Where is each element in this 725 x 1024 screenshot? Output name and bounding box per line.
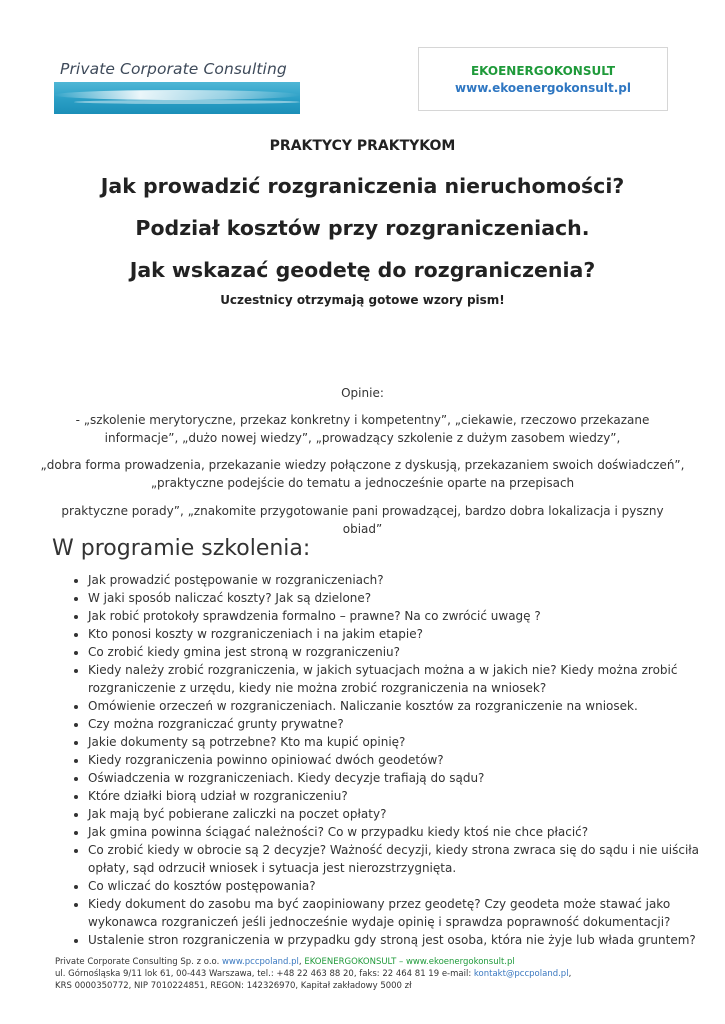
partner-url-link[interactable]: www.ekoenergokonsult.pl — [455, 81, 631, 95]
subheading: Uczestnicy otrzymają gotowe wzory pism! — [220, 293, 505, 307]
program-title: W programie szkolenia: — [52, 536, 311, 561]
footer — [55, 956, 695, 992]
program-item: • Co zrobić kiedy gmina jest stroną w rozgraniczeniu? — [88, 643, 708, 661]
program-item: • Kiedy rozgraniczenia powinno opiniować dwóch geodetów? — [88, 751, 708, 769]
program-item: • Jak robić protokoły sprawdzenia formalno – prawne? Na co zwrócić uwagę ? — [88, 607, 708, 625]
program-item: • Jak gmina powinna ściągać należności? Co w przypadku kiedy ktoś nie chce płacić? — [88, 823, 708, 841]
opinion-line: „praktyczne podejście do tematu a jednocześnie oparte na przepisach — [150, 476, 575, 490]
footer-partner[interactable]: EKOENERGOKONSULT – www.ekoenergokonsult.pl — [304, 957, 515, 967]
partner-box — [418, 47, 668, 111]
headline-3: Jak wskazać geodetę do rozgraniczenia? — [129, 258, 596, 282]
program-item: • Jak prowadzić postępowanie w rozgraniczeniach? — [88, 571, 708, 589]
footer-registry: KRS 0000350772, NIP 7010224851, REGON: 142326970, Kapitał zakładowy 5000 zł — [55, 981, 412, 991]
program-item: • Jak mają być pobierane zaliczki na poczet opłaty? — [88, 805, 708, 823]
footer-line-2: ul. Górnośląska 9/11 lok 61, 00-443 Warszawa, tel.: +48 22 463 88 20, faks: 22 464 81 19 e-mail: kontakt@pccpoland.pl, — [55, 969, 572, 979]
kicker: PRAKTYCY PRAKTYKOM — [269, 138, 456, 154]
opinion-line: praktyczne porady”, „znakomite przygotowanie pani prowadzącej, bardzo dobra lokalizacja i pyszny obiad” — [61, 504, 664, 536]
footer-company: Private Corporate Consulting Sp. z o.o. — [55, 957, 220, 967]
logo-wave-highlight — [54, 90, 300, 100]
program-item: • Kiedy dokument do zasobu ma być zaopiniowany przez geodetę? Czy geodeta może stawać jako wykonawca rozgraniczeń jeśli jednocześnie wydaje opinię i sprawdza poprawność dokumentacji? — [88, 895, 708, 931]
opinion-line: - „szkolenie merytoryczne, przekaz konkretny i kompetentny”, „ciekawie, rzeczowo przekazane — [75, 413, 650, 427]
program-item: • Jakie dokumenty są potrzebne? Kto ma kupić opinię? — [88, 733, 708, 751]
program-item: • Co zrobić kiedy w obrocie są 2 decyzje? Ważność decyzji, kiedy strona zwraca się do sądu i nie uiściła opłaty, sąd odrzucił wniosek i sytuacja jest nierozstrzygnięta. — [88, 841, 708, 877]
footer-address: ul. Górnośląska 9/11 lok 61, 00-443 Warszawa, tel.: +48 22 463 88 20, faks: 22 464 81 19 e-mail: — [55, 969, 472, 979]
program-item: • Które działki biorą udział w rozgraniczeniu? — [88, 787, 708, 805]
opinion-line: informacje”, „dużo nowej wiedzy”, „prowadzący szkolenie z dużym zasobem wiedzy”, — [104, 431, 621, 445]
program-item: • Ustalenie stron rozgraniczenia w przypadku gdy stroną jest osoba, która nie żyje lub włada gruntem? — [88, 931, 708, 949]
opinions-title: Opinie: — [341, 386, 384, 400]
footer-company-url-link[interactable]: www.pccpoland.pl — [221, 957, 299, 967]
headline-2: Podział kosztów przy rozgraniczeniach. — [135, 216, 590, 240]
program-item: • Czy można rozgraniczać grunty prywatne? — [88, 715, 708, 733]
partner-name: EKOENERGOKONSULT — [470, 64, 616, 78]
headline-1: Jak prowadzić rozgraniczenia nieruchomości? — [100, 174, 625, 198]
program-item: • Kto ponosi koszty w rozgraniczeniach i na jakim etapie? — [88, 625, 708, 643]
program-item: • Co wliczać do kosztów postępowania? — [88, 877, 708, 895]
footer-email-link[interactable]: kontakt@pccpoland.pl — [473, 969, 569, 979]
program-item: • Kiedy należy zrobić rozgraniczenia, w jakich sytuacjach można a w jakich nie? Kiedy można zrobić rozgraniczenie z urzędu, kiedy nie można zrobić rozgraniczenia na wniosek? — [88, 661, 708, 697]
program-item: • W jaki sposób naliczać koszty? Jak są dzielone? — [88, 589, 708, 607]
pcc-logo — [54, 56, 300, 114]
program-item: • Oświadczenia w rozgraniczeniach. Kiedy decyzje trafiają do sądu? — [88, 769, 708, 787]
logo-text: Private Corporate Consulting — [60, 60, 287, 78]
opinion-line: „dobra forma prowadzenia, przekazanie wiedzy połączone z dyskusją, przekazaniem swoich doświadczeń”, — [40, 458, 685, 472]
program-item: • Omówienie orzeczeń w rozgraniczeniach. Naliczanie kosztów za rozgraniczenie na wniosek. — [88, 697, 708, 715]
logo-wave-line — [74, 100, 300, 104]
footer-line-1: Private Corporate Consulting Sp. z o.o. www.pccpoland.pl, EKOENERGOKONSULT – www.ekoenergokonsult.pl — [55, 957, 515, 967]
program-list — [58, 571, 708, 949]
